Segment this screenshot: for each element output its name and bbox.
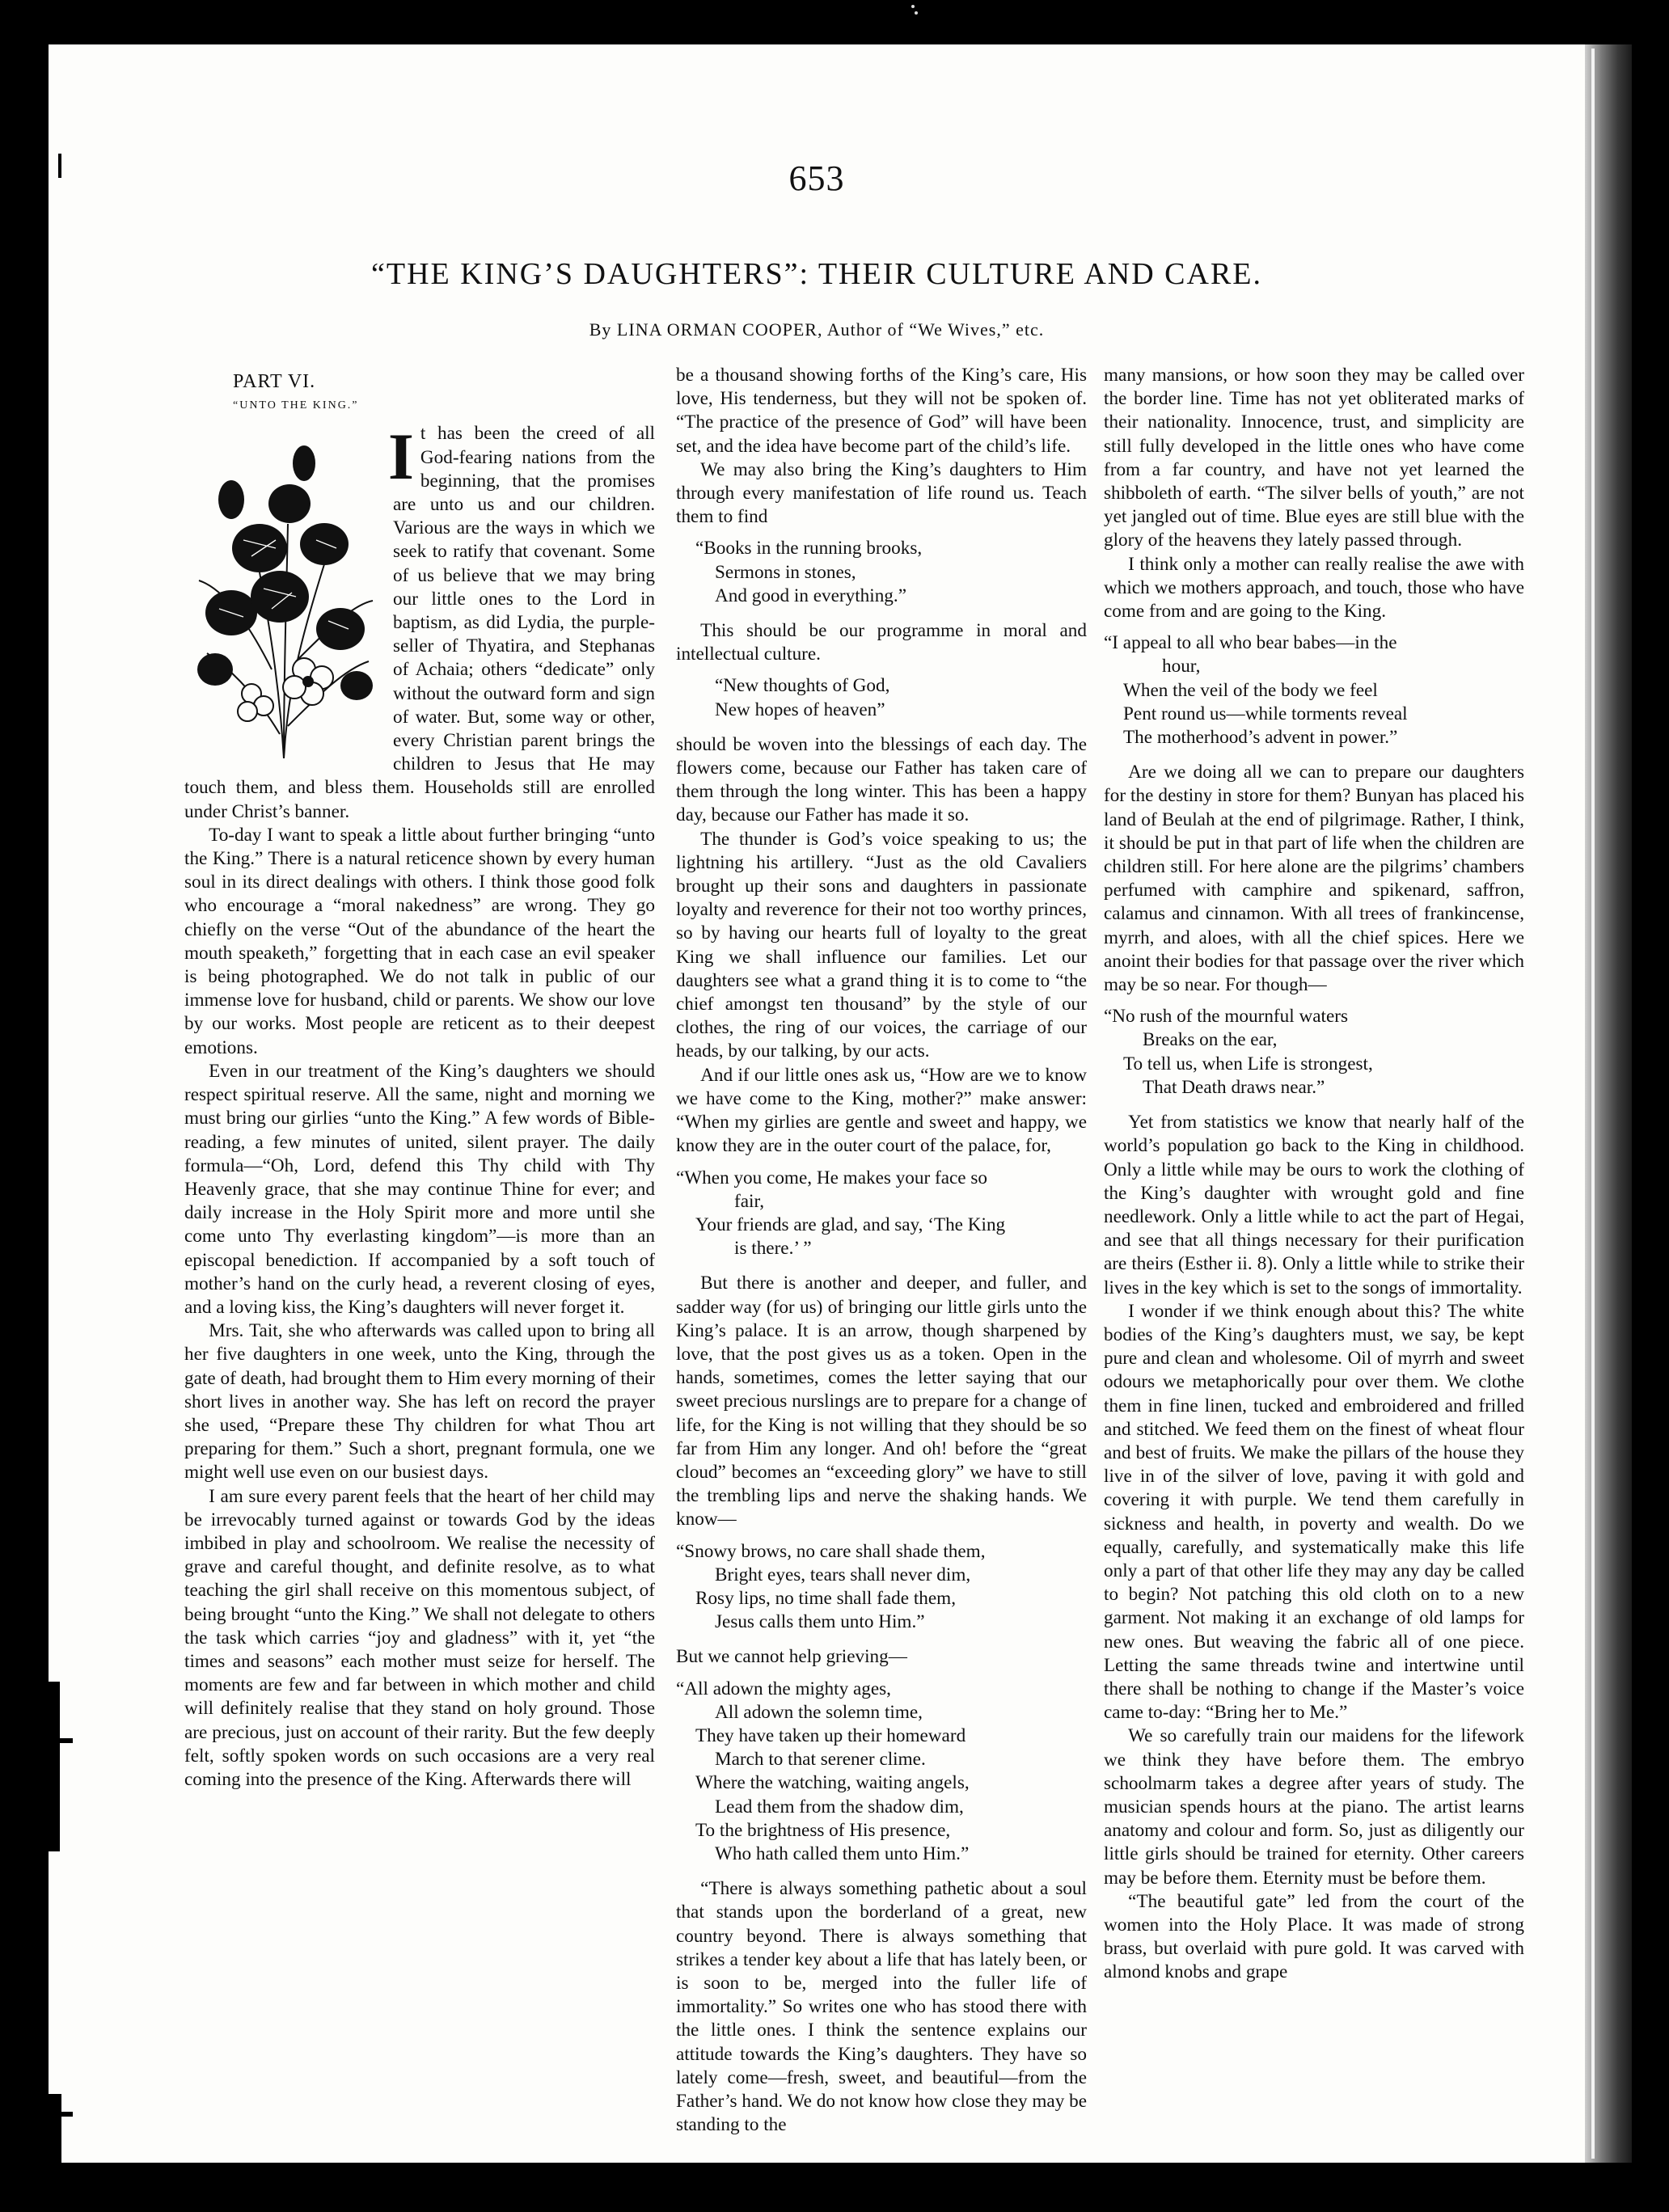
verse-line: “When you come, He makes your face so bbox=[676, 1167, 988, 1188]
verse-line: Where the watching, waiting angels, bbox=[695, 1772, 970, 1794]
verse-quote bbox=[1104, 631, 1524, 749]
verse-line: Lead them from the shadow dim, bbox=[715, 1796, 964, 1817]
paragraph: I wonder if we think enough about this? The white bodies of the King’s daughters must, we say, be kept pure and clean and wholesome. Oil of myrrh and sweet odours we metaphorically pour over them. We clothe them in fine linen, tucked and embroidered and frilled and stitched. We feed them on the finest of wheat flour and best of fruits. We make the pillars of the house they live in of the silver of love, paving it with gold and covering it with purple. We tend them carefully in sickness and health, in poverty and wealth. Do we equally, carefully, and systematically make this life only a part of that other life they may any day be called to begin? Not patching this old cloth on to a new garment. Not making it an exchange of old lamps for new ones. But weaving the fabric all of one piece. Letting the same threads twine and intertwine until there shall be nothing to change if the Master’s voice came to-day: “Bring her to Me.” bbox=[1104, 1300, 1524, 1724]
part-heading: PART VI. bbox=[233, 371, 316, 392]
verse-line: The motherhood’s advent in power.” bbox=[1123, 727, 1398, 749]
verse-line: And good in everything.” bbox=[715, 585, 906, 606]
verse-line: is there.’ ” bbox=[734, 1238, 812, 1260]
verse-line: Jesus calls them unto Him.” bbox=[715, 1611, 925, 1633]
text-column-1 bbox=[184, 364, 655, 1792]
paragraph: Mrs. Tait, she who afterwards was called upon to bring all her five daughters in one week, unto the King, through the gate of death, had brought them to Him every morning of their short lives in another way. She has left on record the prayer she used, “Prepare these Thy children for what Thou art preparing for them.” Such a short, pregnant formula, one we might well use even on our busiest days. bbox=[184, 1320, 655, 1484]
verse-line: To the brightness of His presence, bbox=[695, 1819, 951, 1841]
paragraph: “There is always something pathetic about a soul that stands upon the borderland of a great, new country beyond. There is always something that strikes a tender key about a life that has lately been, or is soon to be, merged into the fuller life of immortality.” So writes one who has stood there with the little ones. I think the sentence explains our attitude towards the King’s daughters. They have so lately come—fresh, sweet, and beautiful—from the Father’s hand. We do not know how close they may be standing to the bbox=[676, 1878, 1087, 2136]
paragraph: I am sure every parent feels that the heart of her child may be irrevocably turned against or towards God by the ideas imbibed in play and schoolroom. We realise the necessity of grave and careful thought, and definite resolve, as to what teaching the girl shall receive on this momentous subject, of being brought “unto the King.” We shall not delegate to others the task which carries “joy and gladness” with it, yet “the times and seasons” each mother must seize for herself. The moments are few and far between in which mother and child will definitely realise that they stand on holy ground. Those are precious, just on account of their rarity. But the few deeply felt, softly spoken words on such occasions are a very real coming into the presence of the King. Afterwards there will bbox=[184, 1485, 655, 1790]
paragraph: To-day I want to speak a little about further bringing “unto the King.” There is a natural reticence shown by every human soul in its direct dealings with others. I think those good folk who encourage a “moral nakedness” are wrong. They go chiefly on the verse “Out of the abundance of the heart the mouth speaketh,” forgetting that in each case an evil speaker is being photographed. We do not talk in public of our immense love for husband, child or parents. We show our love by our works. Most people are reticent as to their deepest emotions. bbox=[184, 824, 655, 1058]
paragraph: many mansions, or how soon they may be called over the border line. Time has not yet obliterated marks of their nationality. Innocence, trust, and simplicity are still fully developed in the little ones who have come from a far country, and have not yet learned the shibboleth of earth. “The silver bells of youth,” are not yet jangled out of time. Blue eyes are still blue with the glory of the heavens they lately passed through. bbox=[1104, 365, 1524, 551]
verse-line: Sermons in stones, bbox=[715, 561, 856, 583]
verse-line: Who hath called them unto Him.” bbox=[715, 1843, 970, 1864]
verse-line: “New thoughts of God, bbox=[715, 675, 890, 697]
verse-line: Breaks on the ear, bbox=[1143, 1029, 1278, 1051]
verse-line: Pent round us—while torments reveal bbox=[1123, 703, 1408, 724]
page-edge-line bbox=[1591, 49, 1595, 2159]
paragraph: “The beautiful gate” led from the court of the women into the Holy Place. It was made of strong brass, but overlaid with pure gold. It was carved with almond knobs and grape bbox=[1104, 1890, 1524, 1983]
verse-line: “Books in the running brooks, bbox=[695, 538, 923, 559]
verse-quote bbox=[676, 1167, 1087, 1261]
paragraph: I think only a mother can really realise the awe with which we mothers approach, and touch, those who have come from and are going to the King. bbox=[1104, 553, 1524, 623]
paragraph: t has been the creed of all God-fearing nations from the beginning, that the promises are unto us and our children. Various are the ways in which we seek to ratify that covenant. Some of us believe that we may bring our little ones to the Lord in baptism, as did Lydia, the purple-seller of Thyatira, and Stephanas of Achaia; others “dedicate” only without the outward form and sign of water. But, some way or other, every Christian parent brings the children to Jesus that He may touch them, and bless them. Households still are enrolled under Christ’s banner. bbox=[184, 423, 655, 822]
paragraph: be a thousand showing forths of the King’s care, His love, His tenderness, but they will not be spoken of. “The practice of the presence of God” will have been set, and the idea have become part of the child’s life. bbox=[676, 365, 1087, 457]
verse-line: Bright eyes, tears shall never dim, bbox=[715, 1564, 971, 1585]
scan-artifact bbox=[910, 0, 919, 23]
article-byline: By LINA ORMAN COOPER, Author of “We Wives,” etc. bbox=[589, 319, 1045, 340]
page-number: 653 bbox=[788, 158, 845, 198]
drop-cap: I bbox=[388, 420, 414, 494]
text-column-2 bbox=[676, 364, 1087, 2137]
flower-bouquet-illustration bbox=[183, 427, 385, 766]
margin-mark bbox=[49, 1738, 73, 1743]
paragraph: The thunder is God’s voice speaking to us; the lightning his artillery. “Just as the old Cavaliers brought up their sons and daughters in passionate loyalty and reverence for their not too worthy princes, so by having our hearts full of loyalty to the great King we shall influence our families. Let our daughters see what a grand thing it is to come to “the chief amongst ten thousand” by the style of our clothes, the ring of our voices, the carriage of our heads, by our talking, by our acts. bbox=[676, 828, 1087, 1062]
verse-quote bbox=[676, 537, 1087, 608]
margin-mark bbox=[49, 1682, 60, 1851]
verse-line: New hopes of heaven” bbox=[715, 699, 885, 720]
verse-quote bbox=[676, 1678, 1087, 1867]
verse-quote bbox=[676, 1540, 1087, 1635]
margin-mark bbox=[58, 154, 61, 178]
paragraph: Are we doing all we can to prepare our daughters for the destiny in store for them? Bunyan has placed his land of Beulah at the end of pilgrimage. Rather, I think, it should be put in that part of life when the children are children still. For here alone are the pilgrims’ chambers perfumed with camphire and spikenard, saffron, calamus and cinnamon. With all trees of frankincense, myrrh, and aloes, with all the chief spices. Here we anoint their bodies for that passage over the river which may be so near. For though— bbox=[1104, 762, 1524, 996]
paragraph: This should be our programme in moral and intellectual culture. bbox=[676, 620, 1087, 665]
verse-line: hour, bbox=[1162, 656, 1201, 678]
verse-quote bbox=[676, 674, 1087, 721]
paragraph: Yet from statistics we know that nearly half of the world’s population go back to the King in childhood. Only a little while may be ours to work the clothing of the King’s daughter with wrought gold and fine needlework. Only a little while to act the part of Hegai, and see that all things necessary for their purification are theirs (Esther ii. 8). Only a little while to strike their lives in the key which is set to the songs of immortality. bbox=[1104, 1112, 1524, 1298]
verse-line: When the veil of the body we feel bbox=[1123, 679, 1378, 701]
paragraph: We may also bring the King’s daughters to Him through every manifestation of life round us. Teach them to find bbox=[676, 458, 1087, 528]
paragraph: But we cannot help grieving— bbox=[676, 1646, 907, 1668]
verse-line: They have taken up their homeward bbox=[695, 1724, 966, 1746]
paragraph: We so carefully train our maidens for the lifework we think they have before them. The embryo schoolmarm takes a degree after years of study. The musician spends hours at the piano. The artist learns anatomy and colour and form. So, just as diligently our little girls should be trained for eternity. Other careers may be before them. Eternity must be before them. bbox=[1104, 1725, 1524, 1889]
paragraph: Even in our treatment of the King’s daughters we should respect spiritual reserve. All the same, night and morning we must bring our girlies “unto the King.” A few words of Bible-reading, a few minutes of united, silent prayer. The daily formula—“Oh, Lord, defend this Thy child with Thy Heavenly grace, that she may continue Thine for ever; and daily increase in the Holy Spirit more and more until she come unto Thy everlasting kingdom”—is more than an episcopal benediction. If accompanied by a soft touch of mother’s hand on the curly head, a reverent closing of eyes, and a loving kiss, the King’s daughters will never forget it. bbox=[184, 1060, 655, 1318]
verse-line: Rosy lips, no time shall fade them, bbox=[695, 1587, 957, 1609]
verse-line: To tell us, when Life is strongest, bbox=[1123, 1053, 1373, 1074]
margin-mark bbox=[49, 2094, 61, 2163]
verse-line: That Death draws near.” bbox=[1143, 1076, 1325, 1098]
verse-line: All adown the solemn time, bbox=[715, 1701, 923, 1723]
verse-line: “I appeal to all who bear babes—in the bbox=[1104, 632, 1397, 654]
verse-line: “No rush of the mournful waters bbox=[1104, 1006, 1349, 1028]
paragraph: But there is another and deeper, and fuller, and sadder way (for us) of bringing our little girls unto the King’s palace. It is an arrow, though sharpened by love, that the post gives us as a token. Open in the hands, sometimes, comes the letter saying that our sweet precious nurslings are to prepare for a change of life, for the King is not willing that they should be so far from Him any longer. And oh! before the “great cloud” becomes an “exceeding glory” we have to still the trembling lips and nerve the shaking hands. We know— bbox=[676, 1273, 1087, 1530]
verse-line: “All adown the mighty ages, bbox=[676, 1678, 891, 1699]
margin-mark bbox=[49, 2112, 73, 2117]
verse-line: “Snowy brows, no care shall shade them, bbox=[676, 1540, 986, 1562]
magazine-page bbox=[49, 44, 1585, 2163]
verse-line: Your friends are glad, and say, ‘The King bbox=[695, 1214, 1006, 1235]
verse-line: March to that serener clime. bbox=[715, 1749, 926, 1771]
paragraph: should be woven into the blessings of each day. The flowers come, because our Father has taken care of them through the long winter. This has been a happy day, because our Father has made it so. bbox=[676, 733, 1087, 826]
verse-quote bbox=[1104, 1005, 1524, 1100]
text-column-3 bbox=[1104, 364, 1524, 1985]
article-title: “THE KING’S DAUGHTERS”: THEIR CULTURE AND CARE. bbox=[370, 257, 1263, 291]
paragraph: And if our little ones ask us, “How are we to know we have come to the King, mother?” make answer: “When my girlies are gentle and sweet and happy, we know they are in the outer court of the palace, for, bbox=[676, 1064, 1087, 1157]
part-subtitle: “UNTO THE KING.” bbox=[233, 399, 359, 412]
verse-line: fair, bbox=[734, 1190, 765, 1212]
